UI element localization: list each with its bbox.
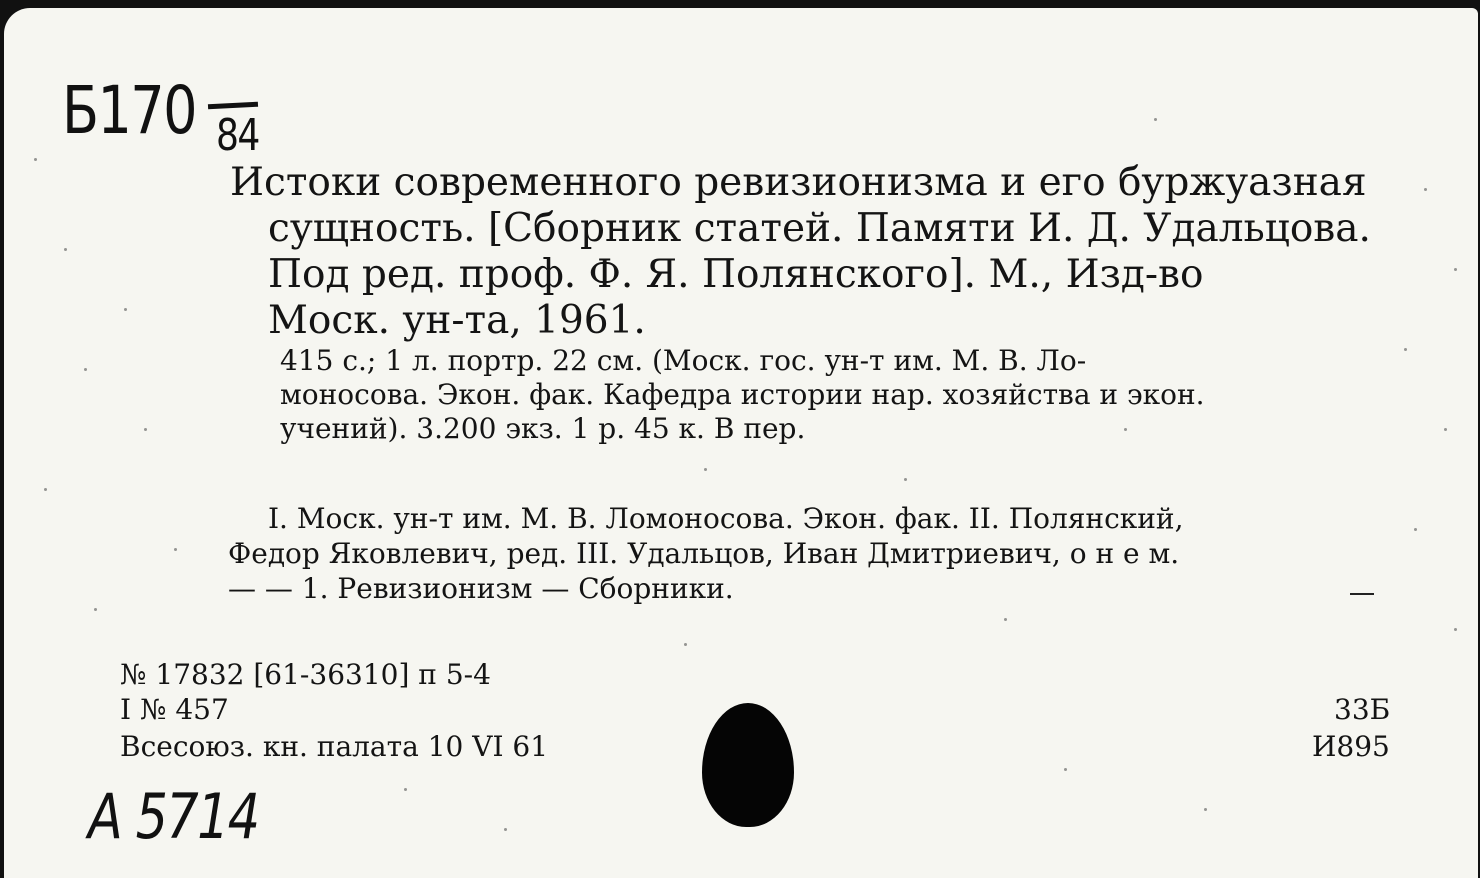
punch-hole xyxy=(702,703,794,827)
title-line-3: Под ред. проф. Ф. Я. Полянского]. М., Изд-во xyxy=(268,252,1204,297)
footer-right-2: И895 xyxy=(1312,730,1390,763)
shelf-mark-overbar xyxy=(208,102,258,110)
catalog-card xyxy=(4,8,1478,878)
handwritten-accession-number: А 5714 xyxy=(88,780,259,853)
title-line-2: сущность. [Сборник статей. Памяти И. Д. Удальцова. xyxy=(268,206,1371,251)
tracing-line-3: — — 1. Ревизионизм — Сборники. xyxy=(228,572,734,605)
title-line-4: Моск. ун-та, 1961. xyxy=(268,298,646,343)
footer-left-2: I № 457 xyxy=(120,693,229,726)
tracing-line-1: I. Моск. ун-т им. М. В. Ломоносова. Экон. фак. II. Полянский, xyxy=(268,502,1184,535)
title-line-1: Истоки современного ревизионизма и его буржуазная xyxy=(230,160,1367,205)
footer-left-3: Всесоюз. кн. палата 10 VI 61 xyxy=(120,730,549,763)
tracing-line-2: Федор Яковлевич, ред. III. Удальцов, Иван Дмитриевич, о н е м. xyxy=(228,537,1180,570)
footer-right-1: 33Б xyxy=(1334,693,1391,726)
collation-line-1: 415 с.; 1 л. портр. 22 см. (Моск. гос. ун-т им. М. В. Ло- xyxy=(280,344,1087,377)
collation-line-3: учений). 3.200 экз. 1 р. 45 к. В пер. xyxy=(280,412,806,445)
shelf-mark: Б170 xyxy=(62,72,196,149)
shelf-mark-sub: 84 xyxy=(216,110,259,161)
footer-left-1: № 17832 [61-36310] п 5-4 xyxy=(120,658,491,691)
collation-line-2: моносова. Экон. фак. Кафедра истории нар. хозяйства и экон. xyxy=(280,378,1205,411)
tracing-end-dash xyxy=(1350,593,1374,595)
